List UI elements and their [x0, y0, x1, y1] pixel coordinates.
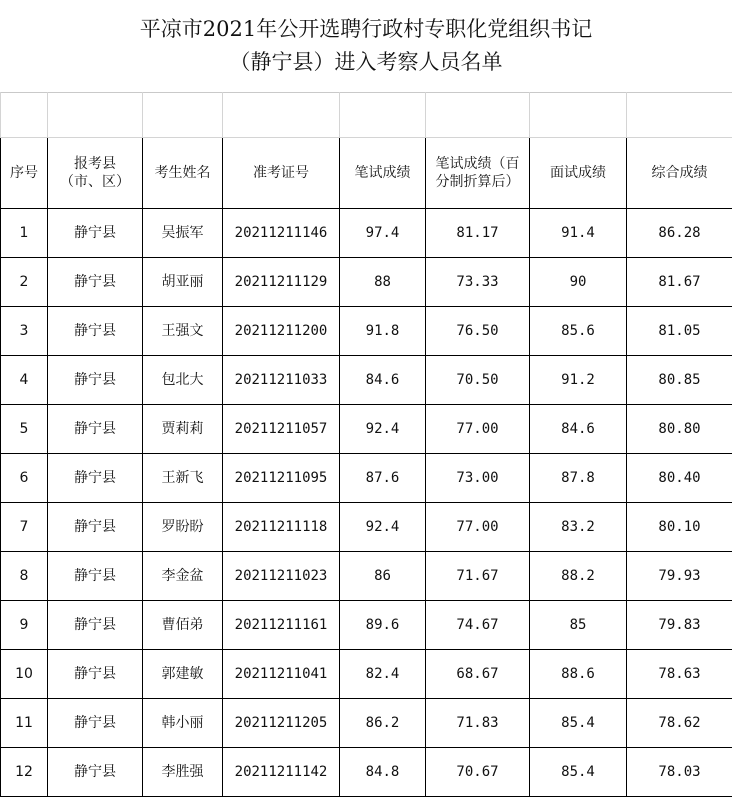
title-line-2: （静宁县）进入考察人员名单 [229, 50, 503, 74]
cell-interview: 84.6 [530, 405, 627, 454]
table-row [1, 454, 732, 503]
table-row [1, 209, 732, 258]
cell-total: 79.83 [627, 601, 732, 650]
cell-no: 5 [1, 405, 48, 454]
header-written-pct-line2: 分制折算后） [435, 174, 520, 190]
cell-total: 78.03 [627, 748, 732, 797]
cell-written-pct: 77.00 [426, 503, 530, 552]
header-interview: 面试成绩 [530, 138, 627, 209]
cell-written: 86.2 [340, 699, 426, 748]
cell-ticket: 20211211129 [223, 258, 340, 307]
header-name: 考生姓名 [143, 138, 223, 209]
cell-total: 81.05 [627, 307, 732, 356]
cell-written-pct: 68.67 [426, 650, 530, 699]
cell-name: 贾莉莉 [143, 405, 223, 454]
candidate-table [0, 92, 732, 797]
cell-written-pct: 76.50 [426, 307, 530, 356]
blank-row [1, 92, 732, 138]
cell-written: 92.4 [340, 503, 426, 552]
cell-no: 4 [1, 356, 48, 405]
cell-county: 静宁县 [48, 209, 143, 258]
cell-written: 87.6 [340, 454, 426, 503]
cell-total: 86.28 [627, 209, 732, 258]
cell-ticket: 20211211146 [223, 209, 340, 258]
cell-county: 静宁县 [48, 258, 143, 307]
cell-no: 1 [1, 209, 48, 258]
cell-interview: 83.2 [530, 503, 627, 552]
header-county [48, 138, 143, 209]
cell-total: 80.80 [627, 405, 732, 454]
cell-written: 84.6 [340, 356, 426, 405]
cell-county: 静宁县 [48, 552, 143, 601]
cell-ticket: 20211211057 [223, 405, 340, 454]
title-line-1: 平凉市2021年公开选聘行政村专职化党组织书记 [139, 17, 593, 41]
cell-name: 郭建敏 [143, 650, 223, 699]
cell-written: 92.4 [340, 405, 426, 454]
cell-ticket: 20211211033 [223, 356, 340, 405]
blank-cell [627, 92, 732, 138]
cell-written: 84.8 [340, 748, 426, 797]
header-written-pct-line1: 笔试成绩（百 [435, 156, 520, 172]
cell-name: 胡亚丽 [143, 258, 223, 307]
cell-name: 韩小丽 [143, 699, 223, 748]
cell-written-pct: 71.83 [426, 699, 530, 748]
cell-name: 李胜强 [143, 748, 223, 797]
cell-interview: 91.2 [530, 356, 627, 405]
blank-cell [143, 92, 223, 138]
table-row [1, 601, 732, 650]
header-written-pct [426, 138, 530, 209]
cell-county: 静宁县 [48, 405, 143, 454]
cell-no: 6 [1, 454, 48, 503]
cell-total: 80.10 [627, 503, 732, 552]
cell-ticket: 20211211200 [223, 307, 340, 356]
cell-written-pct: 74.67 [426, 601, 530, 650]
cell-interview: 85.6 [530, 307, 627, 356]
blank-cell [340, 92, 426, 138]
cell-county: 静宁县 [48, 699, 143, 748]
blank-cell [530, 92, 627, 138]
table-row [1, 748, 732, 797]
blank-cell [48, 92, 143, 138]
cell-interview: 91.4 [530, 209, 627, 258]
header-no: 序号 [1, 138, 48, 209]
cell-interview: 85.4 [530, 699, 627, 748]
cell-written-pct: 77.00 [426, 405, 530, 454]
cell-name: 王新飞 [143, 454, 223, 503]
header-total: 综合成绩 [627, 138, 732, 209]
cell-no: 10 [1, 650, 48, 699]
cell-county: 静宁县 [48, 356, 143, 405]
cell-no: 12 [1, 748, 48, 797]
table-row [1, 552, 732, 601]
cell-interview: 87.8 [530, 454, 627, 503]
blank-cell [426, 92, 530, 138]
table-row [1, 650, 732, 699]
cell-written: 91.8 [340, 307, 426, 356]
cell-written-pct: 73.00 [426, 454, 530, 503]
table-row [1, 699, 732, 748]
cell-county: 静宁县 [48, 748, 143, 797]
header-county-line2: （市、区） [60, 174, 130, 190]
cell-total: 78.62 [627, 699, 732, 748]
cell-total: 81.67 [627, 258, 732, 307]
cell-total: 80.85 [627, 356, 732, 405]
cell-written-pct: 70.67 [426, 748, 530, 797]
cell-interview: 85 [530, 601, 627, 650]
cell-county: 静宁县 [48, 650, 143, 699]
table-row [1, 405, 732, 454]
cell-interview: 85.4 [530, 748, 627, 797]
document-title [0, 0, 732, 93]
cell-name: 曹佰弟 [143, 601, 223, 650]
cell-name: 李金盆 [143, 552, 223, 601]
cell-county: 静宁县 [48, 503, 143, 552]
cell-total: 80.40 [627, 454, 732, 503]
cell-ticket: 20211211142 [223, 748, 340, 797]
cell-name: 包北大 [143, 356, 223, 405]
cell-interview: 88.2 [530, 552, 627, 601]
cell-ticket: 20211211041 [223, 650, 340, 699]
cell-written-pct: 70.50 [426, 356, 530, 405]
cell-written: 89.6 [340, 601, 426, 650]
cell-name: 王强文 [143, 307, 223, 356]
header-county-line1: 报考县 [74, 156, 116, 172]
cell-total: 79.93 [627, 552, 732, 601]
cell-written: 86 [340, 552, 426, 601]
table-row [1, 356, 732, 405]
cell-county: 静宁县 [48, 454, 143, 503]
cell-written-pct: 71.67 [426, 552, 530, 601]
cell-county: 静宁县 [48, 601, 143, 650]
table-row [1, 307, 732, 356]
header-row [1, 138, 732, 209]
cell-county: 静宁县 [48, 307, 143, 356]
cell-no: 8 [1, 552, 48, 601]
cell-no: 11 [1, 699, 48, 748]
blank-cell [223, 92, 340, 138]
table-row [1, 258, 732, 307]
cell-ticket: 20211211161 [223, 601, 340, 650]
cell-ticket: 20211211023 [223, 552, 340, 601]
cell-written: 97.4 [340, 209, 426, 258]
cell-no: 7 [1, 503, 48, 552]
cell-name: 罗盼盼 [143, 503, 223, 552]
cell-ticket: 20211211205 [223, 699, 340, 748]
cell-written: 88 [340, 258, 426, 307]
cell-interview: 88.6 [530, 650, 627, 699]
cell-interview: 90 [530, 258, 627, 307]
cell-name: 吴振军 [143, 209, 223, 258]
cell-written: 82.4 [340, 650, 426, 699]
cell-ticket: 20211211118 [223, 503, 340, 552]
cell-no: 2 [1, 258, 48, 307]
header-written: 笔试成绩 [340, 138, 426, 209]
cell-no: 9 [1, 601, 48, 650]
header-ticket: 准考证号 [223, 138, 340, 209]
cell-written-pct: 81.17 [426, 209, 530, 258]
cell-written-pct: 73.33 [426, 258, 530, 307]
cell-ticket: 20211211095 [223, 454, 340, 503]
blank-cell [1, 92, 48, 138]
cell-total: 78.63 [627, 650, 732, 699]
cell-no: 3 [1, 307, 48, 356]
table-row [1, 503, 732, 552]
